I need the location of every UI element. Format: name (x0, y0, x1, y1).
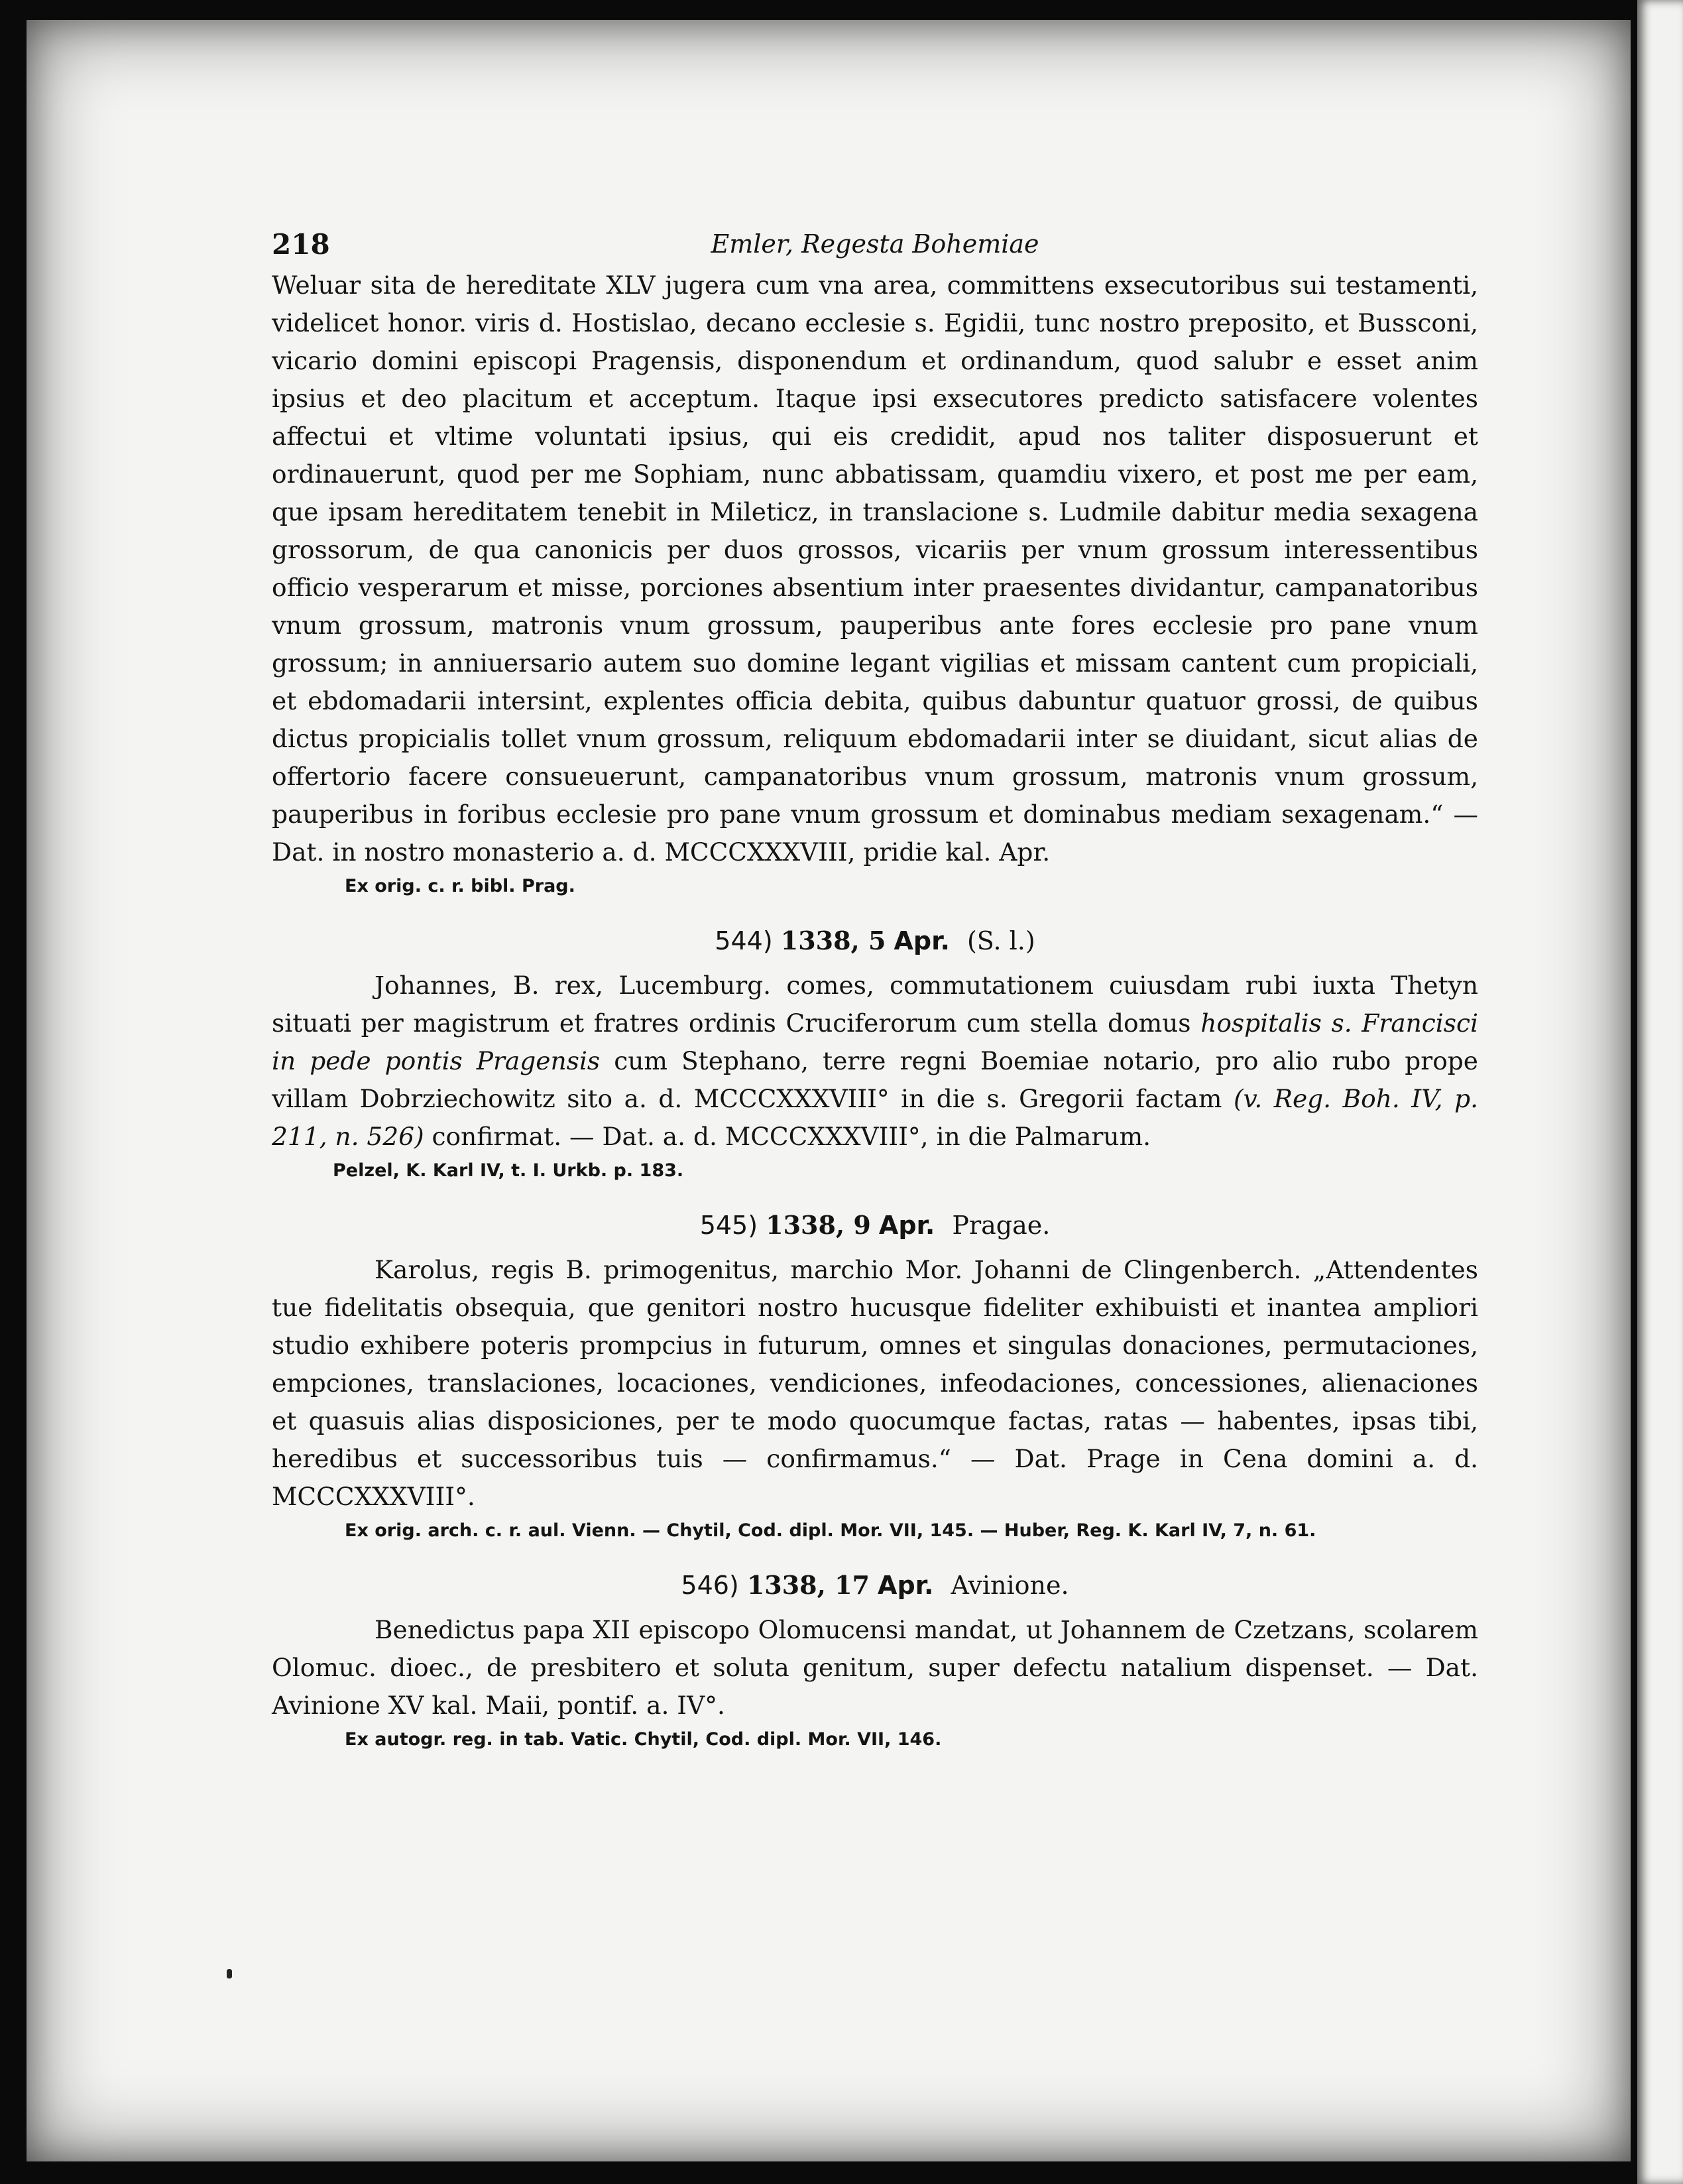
entry-number: 544) (715, 926, 773, 955)
page-header (272, 225, 1478, 265)
entry-month: Apr. (878, 1211, 935, 1240)
ink-speck (227, 1969, 232, 1978)
entry-text-part: cum Stephano, terre regni Boemiae notario, pro alio rubo prope villam Dobrziechowitz sito a. d. MCCCXXXVIII° in die s. Gregorii factam (272, 1046, 1478, 1113)
entry-text-546: Benedictus papa XII episcopo Olomucensi mandat, ut Johannem de Czetzans, scolarem Olomuc. dioec., de presbitero et soluta genitum, super defectu natalium dispenset. — Dat. Avinione XV kal. Maii, pontif. a. IV°. (272, 1615, 1478, 1720)
entry-source-544: Pelzel, K. Karl IV, t. I. Urkb. p. 183. (333, 1160, 684, 1181)
entry-heading-544 (272, 922, 1478, 960)
entry-text-part: Johannes, B. rex, Lucemburg. comes, commutationem cuiusdam rubi iuxta Thetyn situati per magistrum et fratres ordinis Cruciferorum cum stella domus (272, 971, 1478, 1038)
entry-place: (S. l.) (966, 926, 1035, 955)
continuation-text: Weluar sita de hereditate XLV jugera cum vna area, committens exsecutoribus sui testamenti, videlicet honor. viris d. Hostislao, decano ecclesie s. Egidii, tunc nostro preposito, et Bussconi, vicario domini episcopi Pragensis, disponendum et ordinandum, quod salubr e esset anim ipsius et deo placitum et acceptum. Itaque ipsi exsecutores predicto satisfacere volentes affectui et vltime voluntati ipsius, qui eis credidit, apud nos taliter disposuerunt et ordinauerunt, quod per me Sophiam, nunc abbatissam, quamdiu vixero, et post me per eam, que ipsam hereditatem tenebit in Mileticz, in translacione s. Ludmile dabitur media sexagena grossorum, de qua canonicis per duos grossos, vicariis per vnum grossum interessentibus officio vesperarum et misse, porciones absentium inter praesentes dividantur, campanatoribus vnum grossum, matronis vnum grossum, pauperibus ante fores ecclesie pro pane vnum grossum; in anniuersario autem suo domine legant vigilias et missam cantent cum propiciali, et ebdomadarii intersint, explentes officia debita, quibus dabuntur quatuor grossi, de quibus dictus propicialis tollet vnum grossum, reliquum ebdomadarii inter se diuidant, sicut alias de offertorio facere consueuerunt, campanatoribus vnum grossum, matronis vnum grossum, pauperibus in foribus ecclesie pro pane vnum grossum et dominabus mediam sexagenam.“ — Dat. in nostro monasterio a. d. MCCCXXXVIII, pridie kal. Apr. (272, 271, 1478, 867)
adjacent-page-edge (1637, 0, 1683, 2184)
entry-number: 545) (699, 1211, 758, 1240)
entry-source-546: Ex autogr. reg. in tab. Vatic. Chytil, Cod. dipl. Mor. VII, 146. (345, 1729, 942, 1750)
entry-heading-545 (272, 1206, 1478, 1244)
entry-date: 1338, 5 (780, 926, 886, 955)
entry-number: 546) (681, 1571, 739, 1600)
entry-text-544 (272, 967, 1478, 1156)
entry-place: Pragae. (952, 1211, 1051, 1240)
entry-place: Avinione. (951, 1571, 1069, 1600)
entry-heading-546 (272, 1566, 1478, 1605)
entry-text-545: Karolus, regis B. primogenitus, marchio Mor. Johanni de Clingenberch. „Attendentes tue fidelitatis obsequia, que genitori nostro hucusque fideliter exhibuisti et inantea ampliori studio exhibere poteris prompcius in futurum, omnes et singulas donaciones, permutaciones, empciones, translaciones, locaciones, vendiciones, infeodaciones, concessiones, alienaciones et quasuis alias disposiciones, per te modo quocumque factas, ratas — habentes, ipsas tibi, heredibus et successoribus tuis — confirmamus.“ — Dat. Prage in Cena domini a. d. MCCCXXXVIII°. (272, 1255, 1478, 1511)
entry-text-italic: hospitalis s. Francisci in pede pontis Pragensis (272, 1008, 1478, 1075)
page-content (272, 225, 1478, 1752)
page-number: 218 (272, 228, 330, 261)
continuation-source: Ex orig. c. r. bibl. Prag. (345, 876, 575, 896)
entry-source-545: Ex orig. arch. c. r. aul. Vienn. — Chytil, Cod. dipl. Mor. VII, 145. — Huber, Reg. K. Karl IV, 7, n. 61. (345, 1520, 1316, 1541)
running-title: Emler, Regesta Bohemiae (711, 229, 1039, 259)
entry-month: Apr. (878, 1571, 934, 1600)
entry-month: Apr. (894, 926, 950, 955)
entry-text-italic: (v. Reg. Boh. IV, p. 211, n. 526) (272, 1084, 1478, 1151)
entry-text-part: confirmat. — Dat. a. d. MCCCXXXVIII°, in die Palmarum. (424, 1122, 1151, 1151)
entry-date: 1338, 9 (766, 1210, 871, 1240)
entry-date: 1338, 17 (746, 1570, 870, 1600)
